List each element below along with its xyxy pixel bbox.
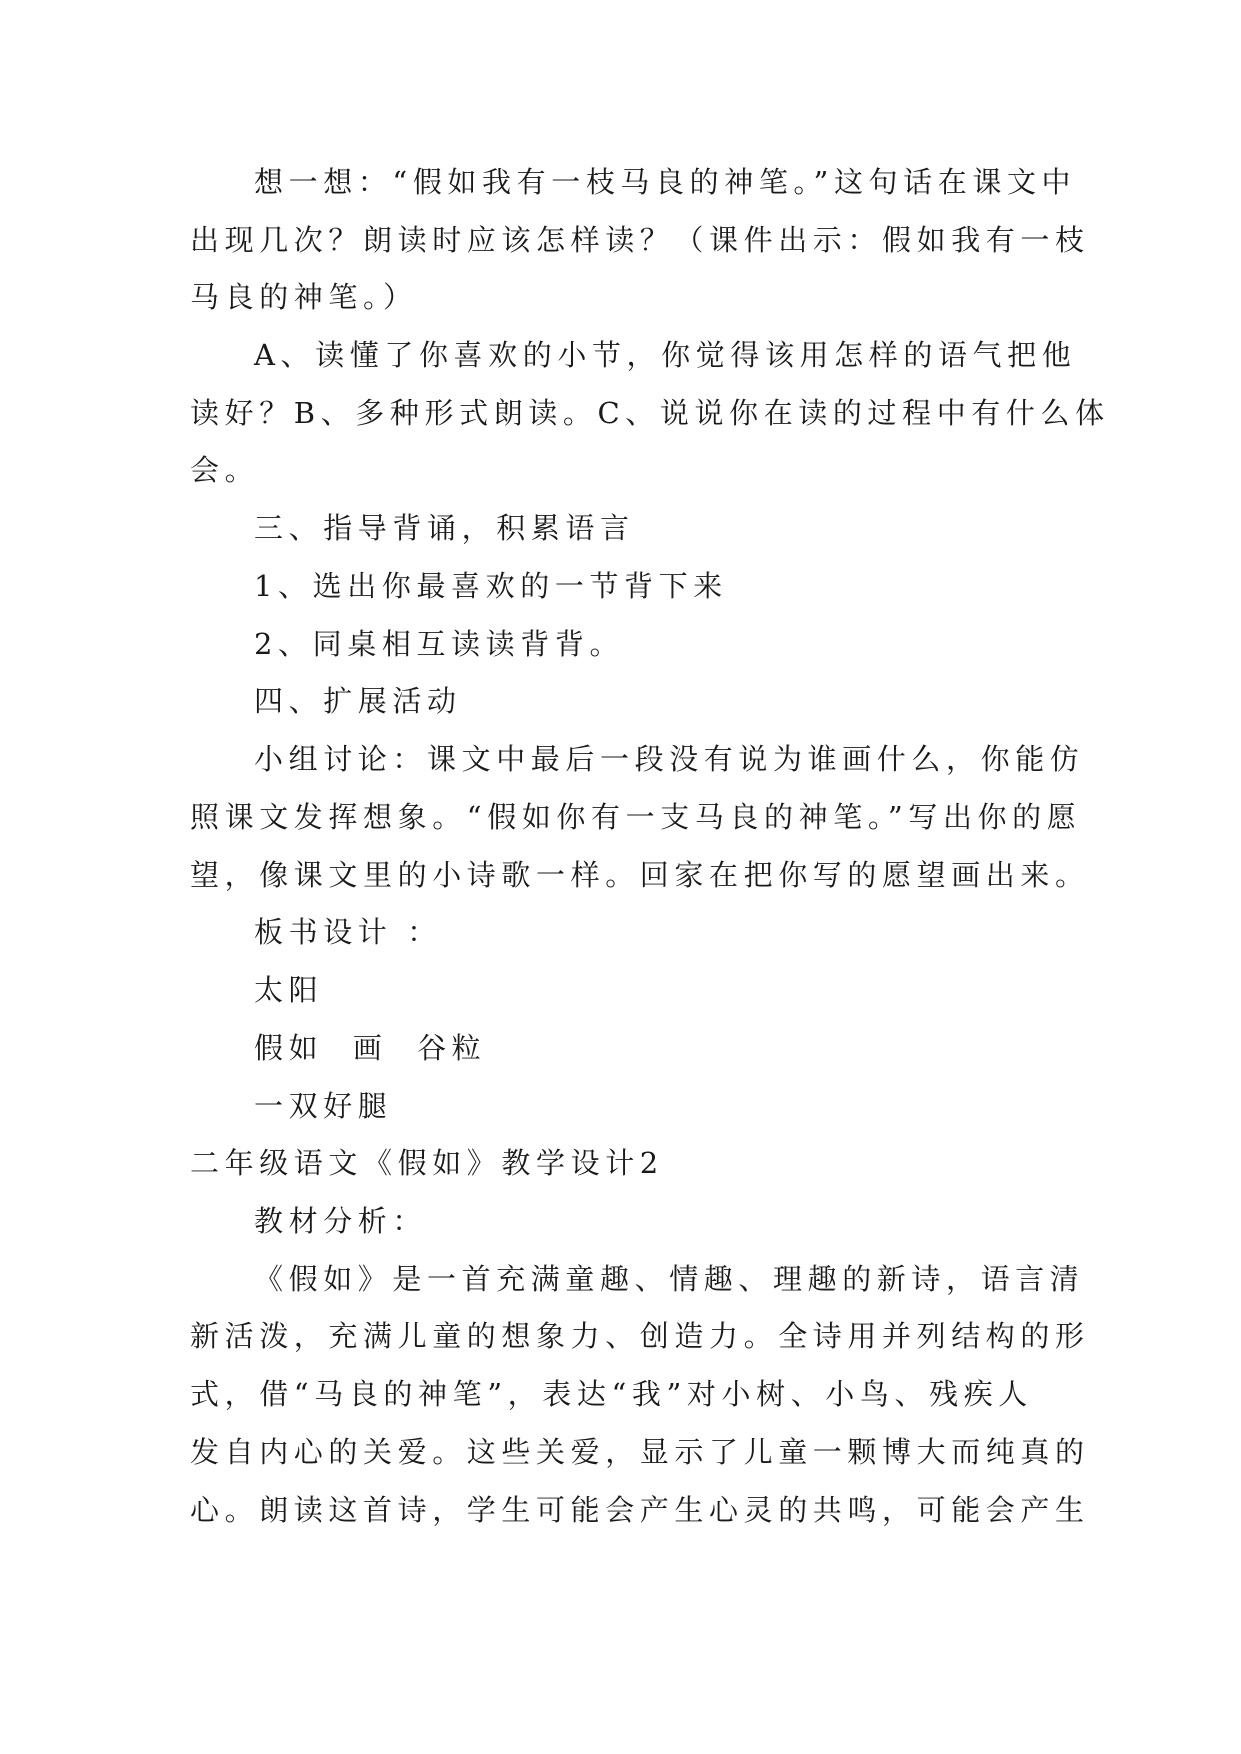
paragraph-line: 发自内心的关爱。这些关爱，显示了儿童一颗博大而纯真的: [190, 1435, 1090, 1469]
paragraph-line: 马良的神笔。）: [190, 280, 418, 314]
board-design-line: 太阳: [254, 973, 324, 1007]
paragraph-line: 新活泼，充满儿童的想象力、创造力。全诗用并列结构的形: [190, 1319, 1090, 1353]
paragraph-line: 想一想：“假如我有一枝马良的神笔。”这句话在课文中: [254, 165, 1077, 199]
section-heading: 教材分析：: [254, 1204, 428, 1238]
document-title: 二年级语文《假如》教学设计2: [190, 1146, 664, 1180]
board-design-line: 一双好腿: [254, 1089, 393, 1123]
paragraph-line: 会。: [190, 453, 260, 487]
section-heading: 四、扩展活动: [254, 684, 462, 718]
paragraph-line: 《假如》是一首充满童趣、情趣、理趣的新诗，语言清: [254, 1262, 1085, 1296]
paragraph-line: A、读懂了你喜欢的小节，你觉得该用怎样的语气把他: [254, 338, 1077, 372]
section-heading: 三、指导背诵，积累语言: [254, 511, 635, 545]
paragraph-line: 式，借“马良的神笔”，表达“我”对小树、小鸟、残疾人: [190, 1377, 1033, 1411]
paragraph-line: 照课文发挥想象。“假如你有一支马良的神笔。”写出你的愿: [190, 800, 1082, 834]
paragraph-line: 读好？B、多种形式朗读。C、说说你在读的过程中有什么体: [190, 396, 1110, 430]
list-item: 1、选出你最喜欢的一节背下来: [254, 569, 728, 603]
paragraph-line: 心。朗读这首诗，学生可能会产生心灵的共鸣，可能会产生: [190, 1493, 1090, 1527]
paragraph-line: 出现几次？朗读时应该怎样读？（课件出示：假如我有一枝: [190, 223, 1090, 257]
board-design-line: 假如 画 谷粒: [254, 1031, 487, 1065]
board-design-label: 板书设计 ：: [254, 915, 442, 949]
paragraph-line: 望，像课文里的小诗歌一样。回家在把你写的愿望画出来。: [190, 858, 1090, 892]
list-item: 2、同桌相互读读背背。: [254, 627, 625, 661]
paragraph-line: 小组讨论：课文中最后一段没有说为谁画什么，你能仿: [254, 742, 1085, 776]
